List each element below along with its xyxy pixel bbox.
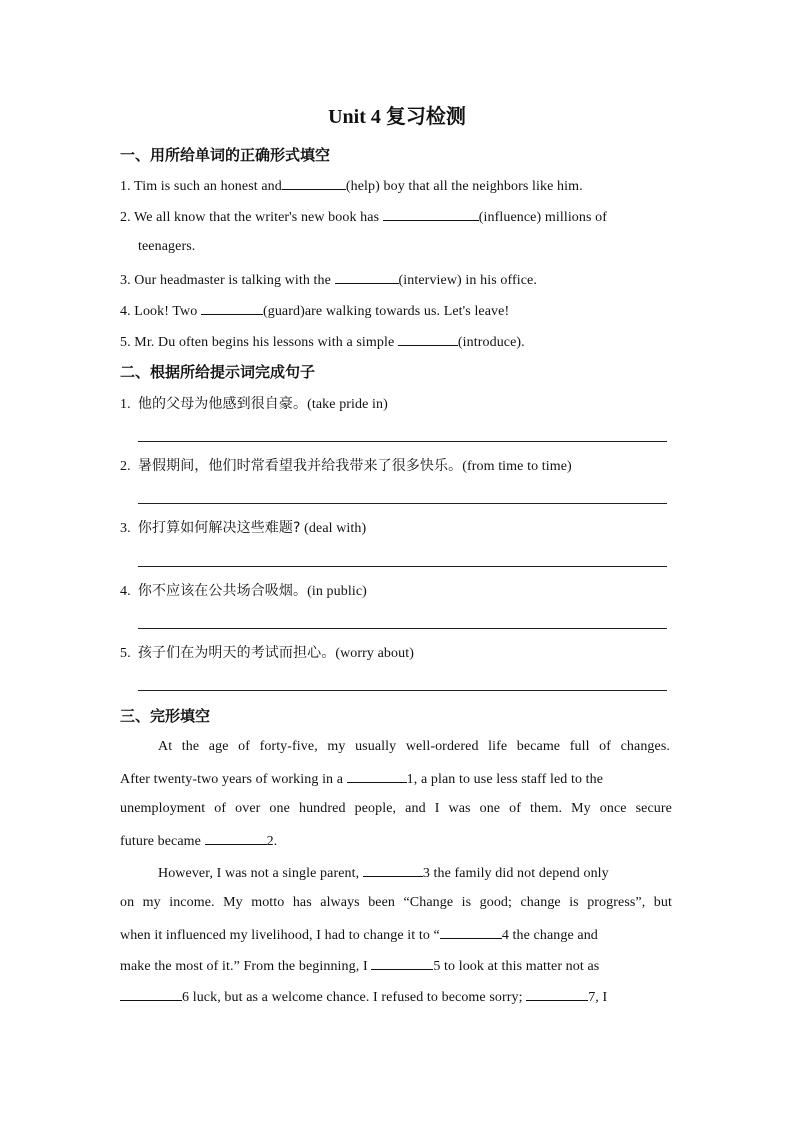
chinese-prompt: 你不应该在公共场合吸烟。 <box>137 583 308 599</box>
cloze-blank-7[interactable] <box>526 986 588 1001</box>
answer-blank[interactable] <box>335 269 399 284</box>
q2-text-post: (influence) millions of <box>478 210 608 225</box>
question-1-1 <box>120 175 583 197</box>
passage-text: make the most of it.” From the beginning, I <box>120 959 372 974</box>
answer-line[interactable] <box>138 628 667 629</box>
passage-text: After twenty-two years of working in a <box>120 772 347 787</box>
passage-line <box>158 862 609 884</box>
cloze-blank-6[interactable] <box>120 986 182 1001</box>
passage-text: 1, a plan to use less staff led to the <box>406 772 604 787</box>
answer-line[interactable] <box>138 690 667 691</box>
hint-phrase: (take pride in) <box>307 397 388 412</box>
passage-line <box>120 830 277 852</box>
q2-continuation: teenagers. <box>138 239 196 254</box>
passage-line: unemployment of over one hundred people, and I was one of them. My once secure <box>120 801 672 816</box>
answer-line[interactable] <box>138 566 667 567</box>
passage-text: 2. <box>266 834 278 849</box>
question-1-3 <box>120 269 537 291</box>
q1-text-pre: 1. Tim is such an honest and <box>120 179 282 194</box>
question-1-5 <box>120 331 525 353</box>
passage-text: 4 the change and <box>501 928 598 943</box>
hint-phrase: (deal with) <box>300 521 367 536</box>
passage-text: 7, I <box>588 990 608 1005</box>
hint-phrase: (from time to time) <box>462 459 572 474</box>
passage-line: on my income. My motto has always been “Change is good; change is progress”, but <box>120 895 672 910</box>
passage-text: 5 to look at this matter not as <box>433 959 600 974</box>
passage-text: However, I was not a single parent, <box>158 866 363 881</box>
cloze-blank-2[interactable] <box>205 830 267 845</box>
answer-blank[interactable] <box>282 175 346 190</box>
translation-item-5 <box>120 643 414 664</box>
translation-item-4 <box>120 581 367 602</box>
chinese-prompt: 暑假期间，他们时常看望我并给我带来了很多快乐。 <box>137 458 463 474</box>
q3-text-pre: 3. Our headmaster is talking with the <box>120 273 335 288</box>
hint-phrase: (in public) <box>307 584 367 599</box>
q4-text-pre: 4. Look! Two <box>120 304 201 319</box>
passage-text: future became <box>120 834 205 849</box>
answer-blank[interactable] <box>398 331 458 346</box>
q5-text-pre: 5. Mr. Du often begins his lessons with a simple <box>120 335 398 350</box>
hint-phrase: (worry about) <box>335 646 414 661</box>
cloze-blank-5[interactable] <box>371 955 433 970</box>
q3-text-post: (interview) in his office. <box>398 273 537 288</box>
passage-line <box>120 768 603 790</box>
q1-text-post: (help) boy that all the neighbors like him. <box>345 179 583 194</box>
answer-blank[interactable] <box>383 206 479 221</box>
q2-text-pre: 2. We all know that the writer's new book has <box>120 210 383 225</box>
section-2-heading: 二、根据所给提示词完成句子 <box>120 363 316 381</box>
section-1-heading: 一、用所给单词的正确形式填空 <box>120 146 331 164</box>
passage-line: At the age of forty-five, my usually well-ordered life became full of changes. <box>158 739 670 754</box>
answer-blank[interactable] <box>201 300 263 315</box>
q4-text-post: (guard)are walking towards us. Let's leave! <box>262 304 510 319</box>
passage-line <box>120 986 607 1008</box>
passage-text: when it influenced my livelihood, I had to change it to “ <box>120 928 440 943</box>
cloze-blank-1[interactable] <box>347 768 407 783</box>
answer-line[interactable] <box>138 503 667 504</box>
page-title: Unit 4 复习检测 <box>328 106 466 128</box>
question-1-2 <box>120 206 607 228</box>
question-1-4 <box>120 300 509 322</box>
chinese-prompt: 孩子们在为明天的考试而担心。 <box>137 645 336 661</box>
answer-line[interactable] <box>138 441 667 442</box>
q5-text-post: (introduce). <box>457 335 525 350</box>
cloze-blank-4[interactable] <box>440 924 502 939</box>
translation-item-3 <box>120 518 366 539</box>
item-number: 1. <box>120 397 131 412</box>
item-number: 5. <box>120 646 131 661</box>
item-number: 4. <box>120 584 131 599</box>
passage-line <box>120 955 599 977</box>
item-number: 3. <box>120 521 131 536</box>
passage-text: 6 luck, but as a welcome chance. I refused to become sorry; <box>182 990 527 1005</box>
passage-text: 3 the family did not depend only <box>422 866 609 881</box>
translation-item-1 <box>120 394 388 415</box>
translation-item-2 <box>120 456 572 477</box>
chinese-prompt: 你打算如何解决这些难题? <box>137 520 301 536</box>
item-number: 2. <box>120 459 131 474</box>
chinese-prompt: 他的父母为他感到很自豪。 <box>137 396 308 412</box>
passage-line <box>120 924 598 946</box>
cloze-blank-3[interactable] <box>363 862 423 877</box>
section-3-heading: 三、完形填空 <box>120 707 211 725</box>
